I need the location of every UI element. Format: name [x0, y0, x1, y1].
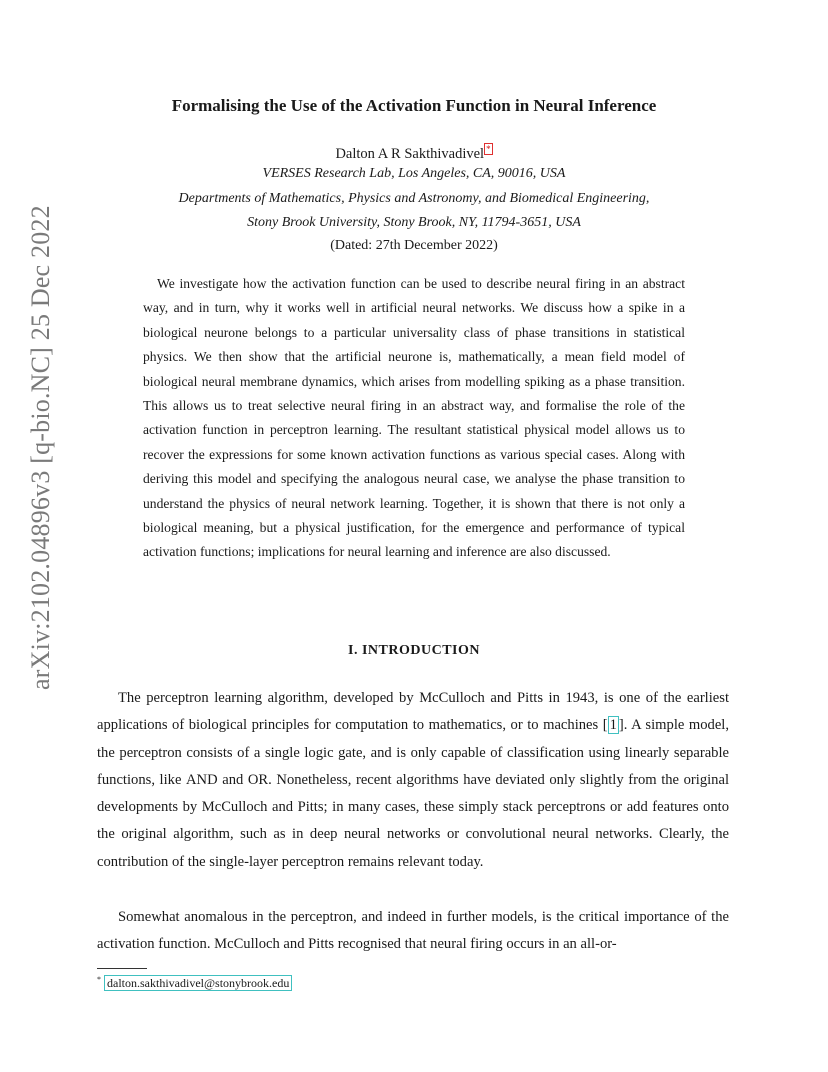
intro-p1-text-a: The perceptron learning algorithm, developed by McCulloch and Pitts in 1943, is one of the earliest applications of biological principles for computation to mathematics, or to machines: [97, 690, 729, 734]
author-footnote-link[interactable]: *: [486, 144, 491, 154]
paper-title: Formalising the Use of the Activation Function in Neural Inference: [171, 96, 657, 115]
arxiv-identifier: arXiv:2102.04896v3 [q-bio.NC] 25 Dec 2022: [26, 205, 55, 690]
intro-p1-text-b: . A simple model, the perceptron consists of a single logic gate, and is only capable of classification using linearly separable functions, like: [97, 717, 730, 788]
footnote-email-link[interactable]: dalton.sakthivadivel@stonybrook.edu: [104, 975, 292, 991]
affiliation-1: VERSES Research Lab, Los Angeles, CA, 90016, USA: [262, 166, 566, 181]
citation-link-1[interactable]: 1: [609, 717, 617, 734]
footnote-rule: [97, 968, 147, 969]
footnote-mark: *: [97, 975, 101, 984]
intro-p1-text-c: and: [217, 771, 248, 788]
affiliation-3: Stony Brook University, Stony Brook, NY, 11794-3651, USA: [247, 215, 581, 230]
author-line: [0, 141, 828, 163]
date-line: (Dated: 27th December 2022): [330, 238, 498, 253]
section-heading-introduction: I. INTRODUCTION: [348, 643, 480, 658]
intro-p1-text-d: . Nonetheless, recent algorithms have deviated only slightly from the original developments by McCulloch and Pitts; in many cases, these simply stack perceptrons or add features onto the original algorithm, such as in deep neural networks or convolutional neural networks. Clearly, the contribution of the single-layer perceptron remains relevant today.: [97, 771, 729, 870]
intro-paragraph-1: The perceptron learning algorithm, developed by McCulloch and Pitts in 1943, is one of the earliest applications of biological principles for computation to mathematics, or to machines [ 1 ]. A simple model, the perceptron consists of a single logic gate, and is only capable of classification using linearly separable functions, like AND and OR. Nonetheless, recent algorithms have deviated only slightly from the original developments by McCulloch and Pitts; in many cases, these simply stack perceptrons or add features onto the original algorithm, such as in deep neural networks or convolutional neural networks. Clearly, the contribution of the single-layer perceptron remains relevant today.: [97, 690, 730, 870]
and-gate-term: AND: [186, 771, 218, 788]
or-gate-term: OR: [247, 771, 269, 788]
affiliation-2: Departments of Mathematics, Physics and Astronomy, and Biomedical Engineering,: [178, 191, 650, 206]
author-name: Dalton A R Sakthivadivel: [335, 145, 485, 162]
footnote: [97, 975, 292, 991]
abstract: We investigate how the activation function can be used to describe neural firing in an abstract way, and in turn, why it works well in artificial neural networks. We discuss how a spike in a biological neurone belongs to a particular universality class of phase transitions in statistical physics. We then show that the artificial neurone is, mathematically, a mean field model of biological neural membrane dynamics, which arises from modelling spiking as a phase transition. This allows us to treat selective neural firing in an abstract way, and formalise the role of the activation function in perceptron learning. The resultant statistical physical model allows us to recover the expressions for some known activation functions as various special cases. Along with deriving this model and specifying the analogous neural case, we analyse the phase transition to understand the physics of neural network learning. Together, it is shown that there is not only a biological meaning, but a physical justification, for the emergence and performance of typical activation functions; implications for neural learning and inference are also discussed.: [143, 276, 685, 560]
intro-paragraph-2: Somewhat anomalous in the perceptron, and indeed in further models, is the critical importance of the activation function. McCulloch and Pitts recognised that neural firing occurs in an all-or-: [97, 909, 729, 953]
